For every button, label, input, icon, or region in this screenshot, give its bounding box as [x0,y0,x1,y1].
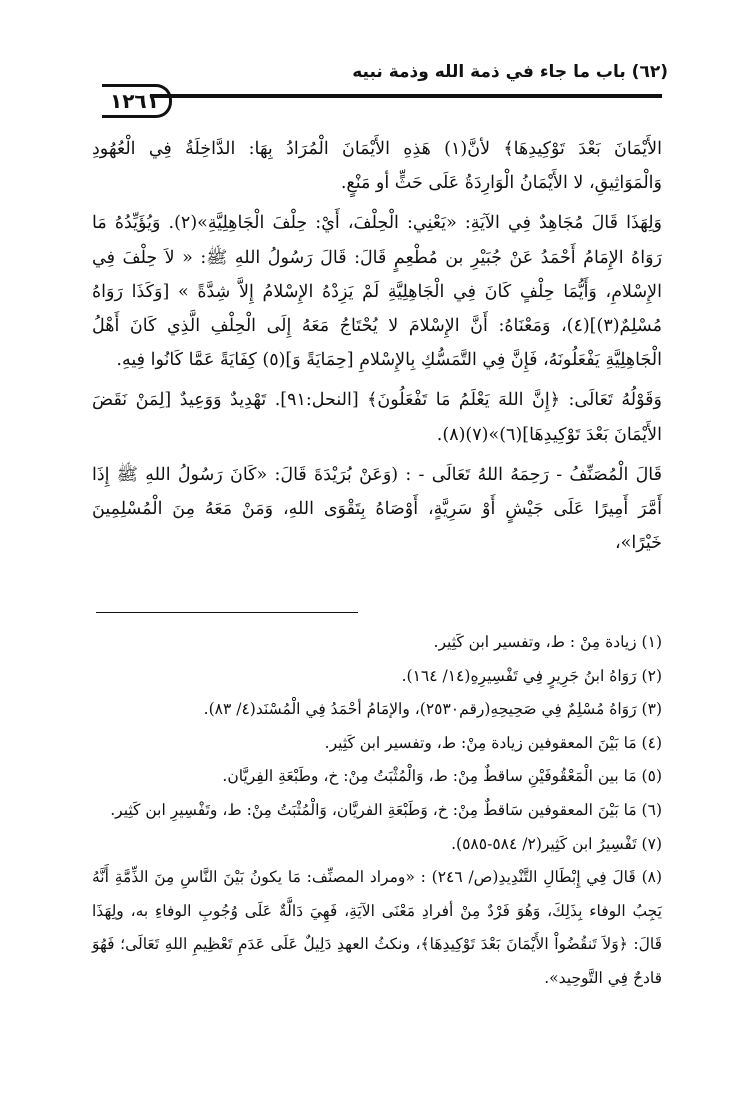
paragraph: وَلِهَذَا قَالَ مُجَاهِدٌ فِي الآيَةِ: «يَعْنِي: الْحِلْفَ، أَيْ: حِلْفَ الْجَاهِلِيَّةِ»(٢). وَيُؤَيِّدُهُ مَا رَوَاهُ الإِمَامُ أَحْمَدُ عَنْ جُبَيْرِ بن مُطْعِمٍ قَالَ: قَالَ رَسُولُ اللهِ ﷺ: « لاَ حِلْفَ فِي الإِسْلامِ، وَأَيُّمَا حِلْفٍ كَانَ فِي الْجَاهِلِيَّةِ لَمْ يَزِدْهُ الإِسْلامُ إِلاَّ شِدَّةً » [وَكَذَا رَوَاهُ مُسْلِمٌ(٣)](٤)، وَمَعْنَاهُ: أَنَّ الإِسْلامَ لا يُحْتَاجُ مَعَهُ إِلَى الْحِلْفِ الَّذِي كَانَ أَهْلُ الْجَاهِلِيَّةِ يَفْعَلُونَهُ، فَإِنَّ فِي التَّمَسُّكِ بِالإِسْلامِ [حِمَايَةً وَ](٥) كِفَايَةً عَمَّا كَانُوا فِيهِ. [92,213,662,371]
paragraph: الأَيْمَانَ بَعْدَ تَوْكِيدِهَا﴾ لأنَّ(١) هَذِهِ الأَيْمَانَ الْمُرَادُ بِهَا: الدَّاخِلَةُ فِي الْعُهُودِ وَالْمَوَاثِيقِ، لا الأَيْمَانُ الْوَارِدَةُ عَلَى حَثٍّ أو مَنْعٍ. [92,139,663,194]
chapter-title: (٦٢) باب ما جاء في ذمة الله وذمة نبيه [352,62,668,82]
footnotes [92,626,662,996]
footnote-separator [96,612,358,613]
page-number: ١٢٦١ [102,84,172,118]
paragraph: قَالَ الْمُصَنِّفُ - رَحِمَهُ اللهُ تَعَالَى - : (وَعَنْ بُرَيْدَةَ قَالَ: «كَانَ رَسُولُ اللهِ ﷺ إِذَا أَمَّرَ أَمِيرًا عَلَى جَيْشٍ أَوْ سَرِيَّةٍ، أَوْصَاهُ بِتَقْوَى اللهِ، وَمَنْ مَعَهُ مِنَ الْمُسْلِمِينَ خَيْرًا»، [92,464,662,554]
footnote: (١) زيادة مِنْ : ط، وتفسير ابن كَثِير. [433,633,662,651]
header-rule [150,94,662,98]
main-text [92,132,662,560]
footnote: (٨) قَالَ فِي إِبْطَالِ التَّنْدِيدِ(ص/ ٢٤٦) : «ومراد المصنِّف: مَا يكونُ بَيْنَ النَّاسِ مِنَ الذِّمَّةِ أَنَّهُ يَجِبُ الوفاء بِذَلِكَ، وَهُوَ فَرْدٌ مِنْ أفرادِ مَعْنَى الآيَةِ، فَهِيَ دَالَّةٌ عَلَى وُجُوبِ الوفاءِ به، ولِهَذَا قَالَ: ﴿وَلاَ تَنقُضُواْ الأَيْمَانَ بَعْدَ تَوْكِيدِهَا﴾، ونكثُ العهدِ دَلِيلٌ عَلَى عَدَمِ تَعْظِيمِ اللهِ تَعَالَى؛ فَهُوَ قادحٌ فِي التَّوحِيد». [92,868,663,987]
footnote: (٥) مَا بين الْمَعْقُوفَيْنِ ساقطٌ مِنْ: ط، وَالْمُثْبَتُ مِنْ: خ، وطَبْعَةِ الفِريَّان. [222,767,662,786]
footnote: (٣) رَوَاهُ مُسْلِمٌ فِي صَحِيحِهِ(رقم٢٥٣٠)، والإمَامُ أحْمَدُ فِي الْمُسْنَد(٤/ ٨٣). [203,700,662,719]
footnote: (٦) مَا بَيْنَ المعقوفين سَاقطٌ مِنْ: خ، وَطَبْعَةِ الفريَّان، وَالْمُثْبَتُ مِنْ: ط، وتَفْسِيرِ ابن كَثِير. [110,800,662,819]
footnote: (٢) رَوَاهُ ابنُ جَرِيرٍ فِي تَفْسِيرِهِ(١٤/ ١٦٤). [401,666,662,685]
paragraph: وَقَوْلُهُ تَعَالَى: ﴿إِنَّ اللهَ يَعْلَمُ مَا تَفْعَلُونَ﴾ [النحل:٩١]. تَهْدِيدٌ وَوَعِيدٌ [لِمَنْ نَقَضَ الأَيْمَانَ بَعْدَ تَوْكِيدِهَا](٦)»(٧)(٨). [92,390,662,445]
footnote: (٤) مَا بَيْنَ المعقوفين زيادة مِنْ: ط، وتفسير ابن كَثِير. [324,733,662,752]
footnote: (٧) تَفْسِيرُ ابن كَثِير(٢/ ٥٨٤-٥٨٥). [451,834,662,853]
